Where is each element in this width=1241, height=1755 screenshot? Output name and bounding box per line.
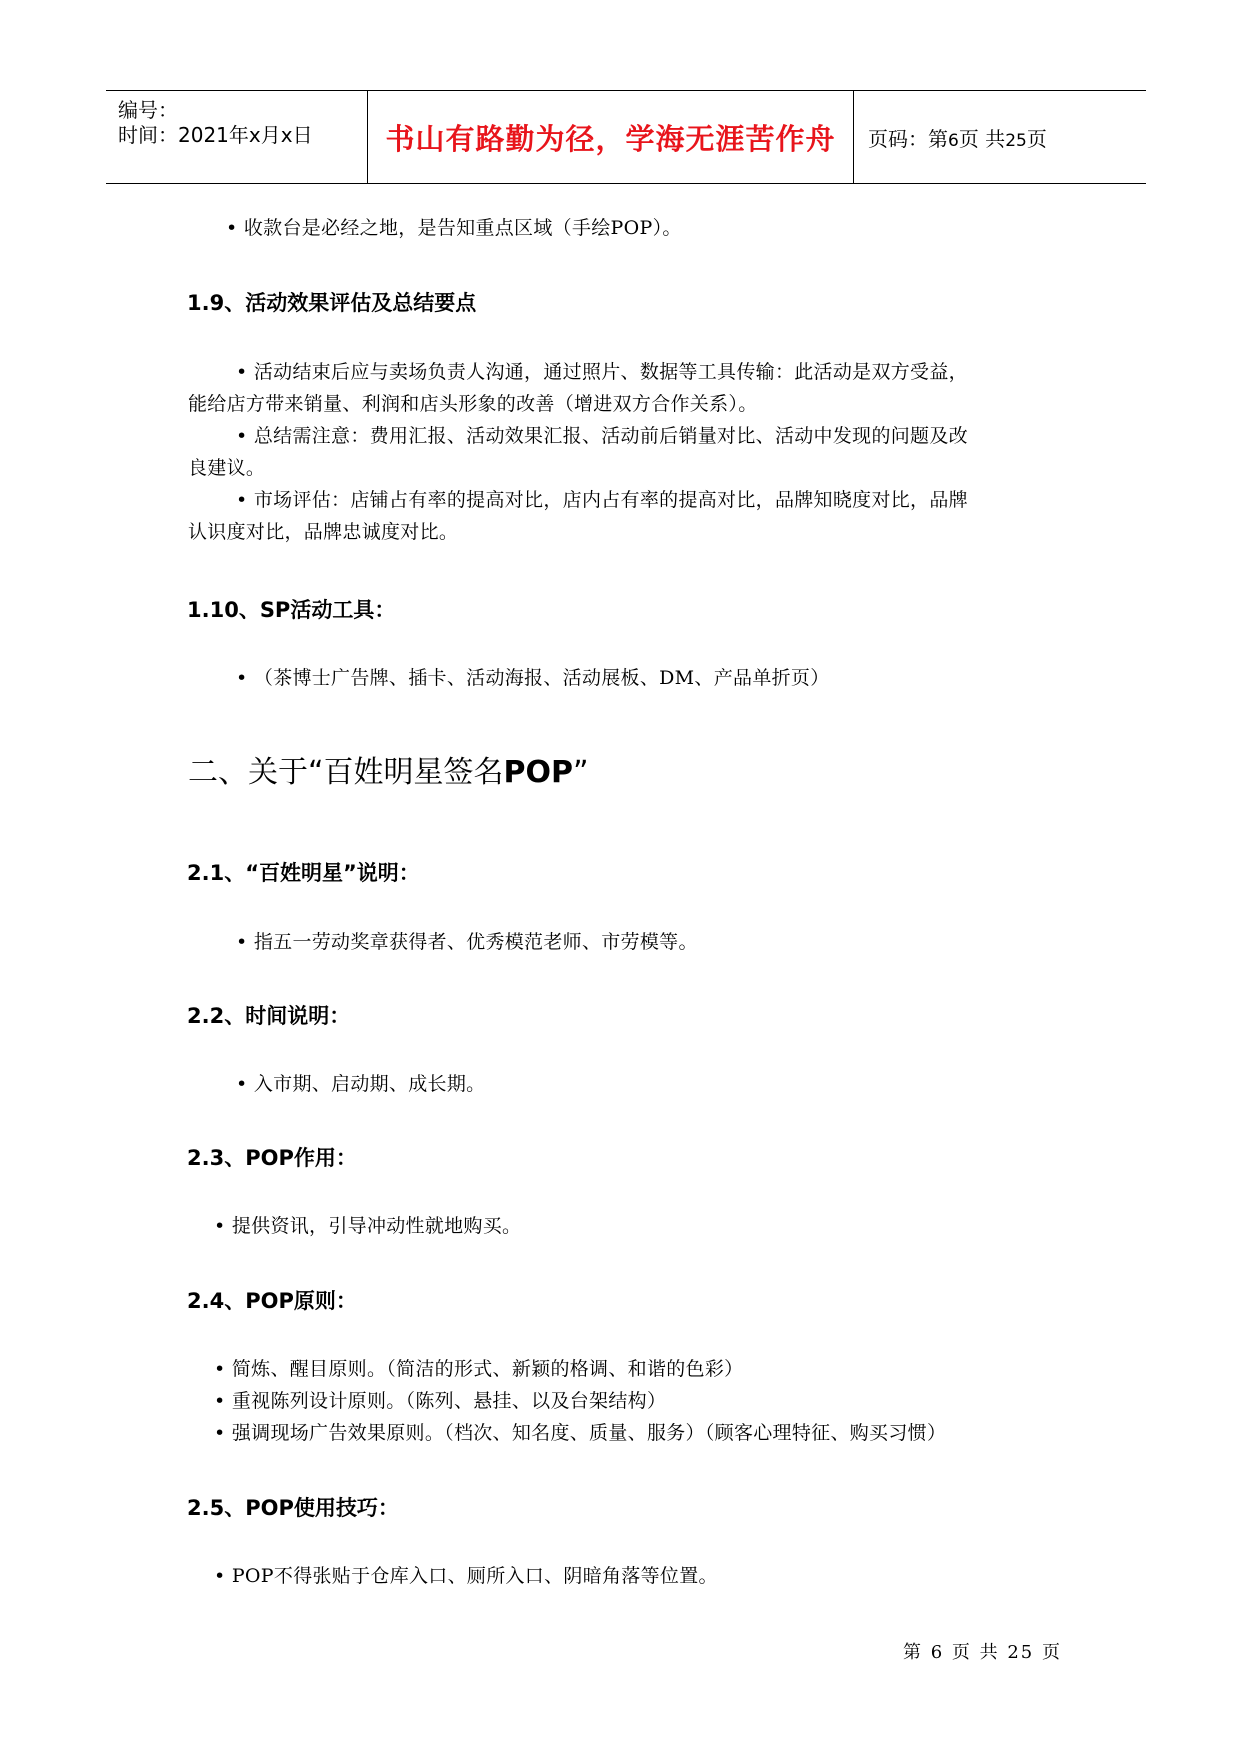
s24-p3: • 强调现场广告效果原则。（档次、知名度、质量、服务）（顾客心理特征、购买习惯）	[214, 1422, 947, 1444]
paragraph-checkout: • 收款台是必经之地，是告知重点区域（手绘POP）。	[226, 217, 682, 239]
s110-p1: • （茶博士广告牌、插卡、活动海报、活动展板、DM、产品单折页）	[236, 667, 830, 689]
chapter-2-heading: 二、关于“百姓明星签名POP”	[188, 755, 589, 790]
s23-p1: • 提供资讯，引导冲动性就地购买。	[214, 1215, 522, 1237]
section-1-9-heading: 1.9、活动效果评估及总结要点	[187, 291, 477, 315]
s21-p1: • 指五一劳动奖章获得者、优秀模范老师、市劳模等。	[236, 931, 698, 953]
header-motto-cell	[368, 91, 854, 183]
s19-p3-line2: 认识度对比，品牌忠诚度对比。	[188, 521, 459, 543]
s24-p2: • 重视陈列设计原则。（陈列、悬挂、以及台架结构）	[214, 1390, 667, 1412]
time-label: 时间：2021年x月x日	[118, 123, 313, 147]
section-1-10-heading: 1.10、SP活动工具：	[187, 598, 396, 622]
header-page-cell	[854, 91, 1146, 183]
section-2-2-heading: 2.2、时间说明：	[187, 1004, 351, 1028]
s22-p1: • 入市期、启动期、成长期。	[236, 1073, 486, 1095]
page-footer: 第 6 页 共 25 页	[903, 1642, 1062, 1663]
s19-p1-line1: • 活动结束后应与卖场负责人沟通，通过照片、数据等工具传输：此活动是双方受益，	[236, 361, 968, 383]
page-indicator: 页码：第6页 共25页	[868, 126, 1047, 151]
motto: 书山有路勤为径，学海无涯苦作舟	[385, 121, 836, 156]
s19-p2-line1: • 总结需注意：费用汇报、活动效果汇报、活动前后销量对比、活动中发现的问题及改	[236, 425, 968, 447]
total-page-number: 25	[1005, 130, 1027, 151]
s19-p3-line1: • 市场评估：店铺占有率的提高对比，店内占有率的提高对比，品牌知晓度对比，品牌	[236, 489, 968, 511]
s25-p1: • POP不得张贴于仓库入口、厕所入口、阴暗角落等位置。	[214, 1565, 718, 1587]
header-left-cell	[106, 91, 368, 183]
section-2-4-heading: 2.4、POP原则：	[187, 1289, 357, 1313]
current-page-number: 6	[948, 130, 959, 151]
section-2-1-heading: 2.1、“百姓明星”说明：	[187, 861, 420, 885]
page-header	[106, 90, 1146, 184]
s19-p1-line2: 能给店方带来销量、利润和店头形象的改善（增进双方合作关系）。	[188, 393, 758, 415]
serial-label: 编号：	[118, 98, 178, 122]
section-2-3-heading: 2.3、POP作用：	[187, 1146, 357, 1170]
s19-p2-line2: 良建议。	[188, 457, 266, 479]
s24-p1: • 简炼、醒目原则。（简洁的形式、新颖的格调、和谐的色彩）	[214, 1358, 744, 1380]
section-2-5-heading: 2.5、POP使用技巧：	[187, 1496, 399, 1520]
